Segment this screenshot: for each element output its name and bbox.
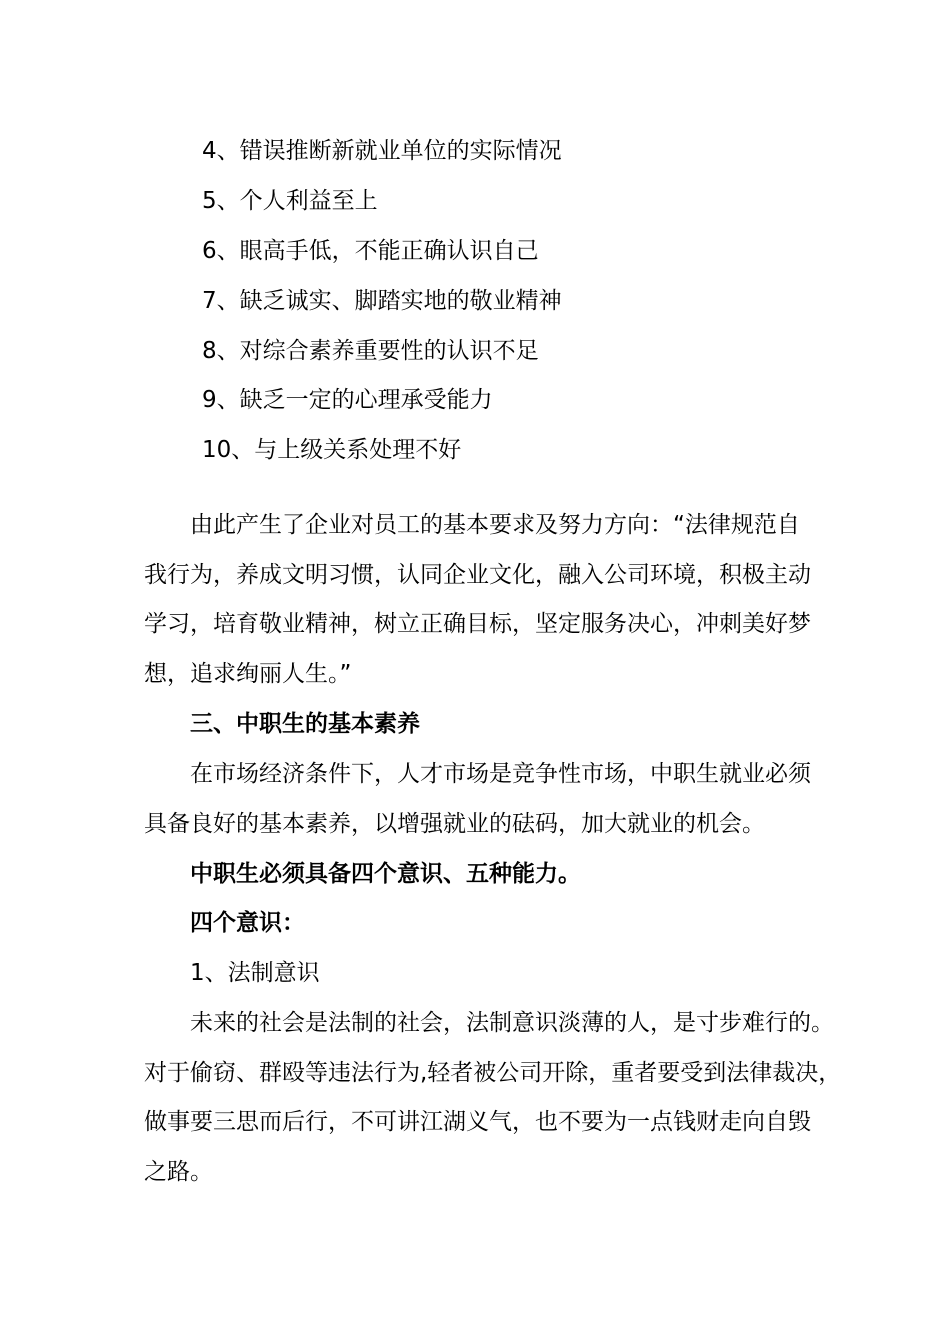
subheading: 四个意识： (190, 910, 305, 936)
paragraph-line: 由此产生了企业对员工的基本要求及努力方向：“法律规范自 (190, 512, 800, 538)
paragraph-line: 对于偷窃、群殴等违法行为,轻者被公司开除，重者要受到法律裁决， (144, 1060, 842, 1086)
paragraph-line: 在市场经济条件下，人才市场是竞争性市场，中职生就业必须 (190, 761, 811, 787)
paragraph-line: 之路。 (144, 1159, 213, 1185)
list-item: 10、与上级关系处理不好 (202, 437, 462, 463)
paragraph-line: 未来的社会是法制的社会，法制意识淡薄的人，是寸步难行的。 (190, 1010, 834, 1036)
section-heading: 三、中职生的基本素养 (190, 711, 420, 737)
paragraph-line: 我行为，养成文明习惯，认同企业文化，融入公司环境，积极主动 (144, 562, 811, 588)
list-item: 5、个人利益至上 (202, 188, 378, 214)
list-item: 4、错误推断新就业单位的实际情况 (202, 138, 562, 164)
list-item: 8、对综合素养重要性的认识不足 (202, 338, 539, 364)
list-item: 9、缺乏一定的心理承受能力 (202, 387, 493, 413)
bold-statement: 中职生必须具备四个意识、五种能力。 (190, 861, 581, 887)
list-item: 6、眼高手低，不能正确认识自己 (202, 238, 539, 264)
paragraph-line: 具备良好的基本素养，以增强就业的砝码，加大就业的机会。 (144, 811, 765, 837)
numbered-item: 1、法制意识 (190, 960, 320, 986)
paragraph-line: 想，追求绚丽人生。” (144, 661, 352, 687)
paragraph-line: 做事要三思而后行，不可讲江湖义气，也不要为一点钱财走向自毁 (144, 1109, 811, 1135)
list-item: 7、缺乏诚实、脚踏实地的敬业精神 (202, 288, 562, 314)
paragraph-line: 学习，培育敬业精神，树立正确目标，坚定服务决心，冲刺美好梦 (144, 611, 811, 637)
